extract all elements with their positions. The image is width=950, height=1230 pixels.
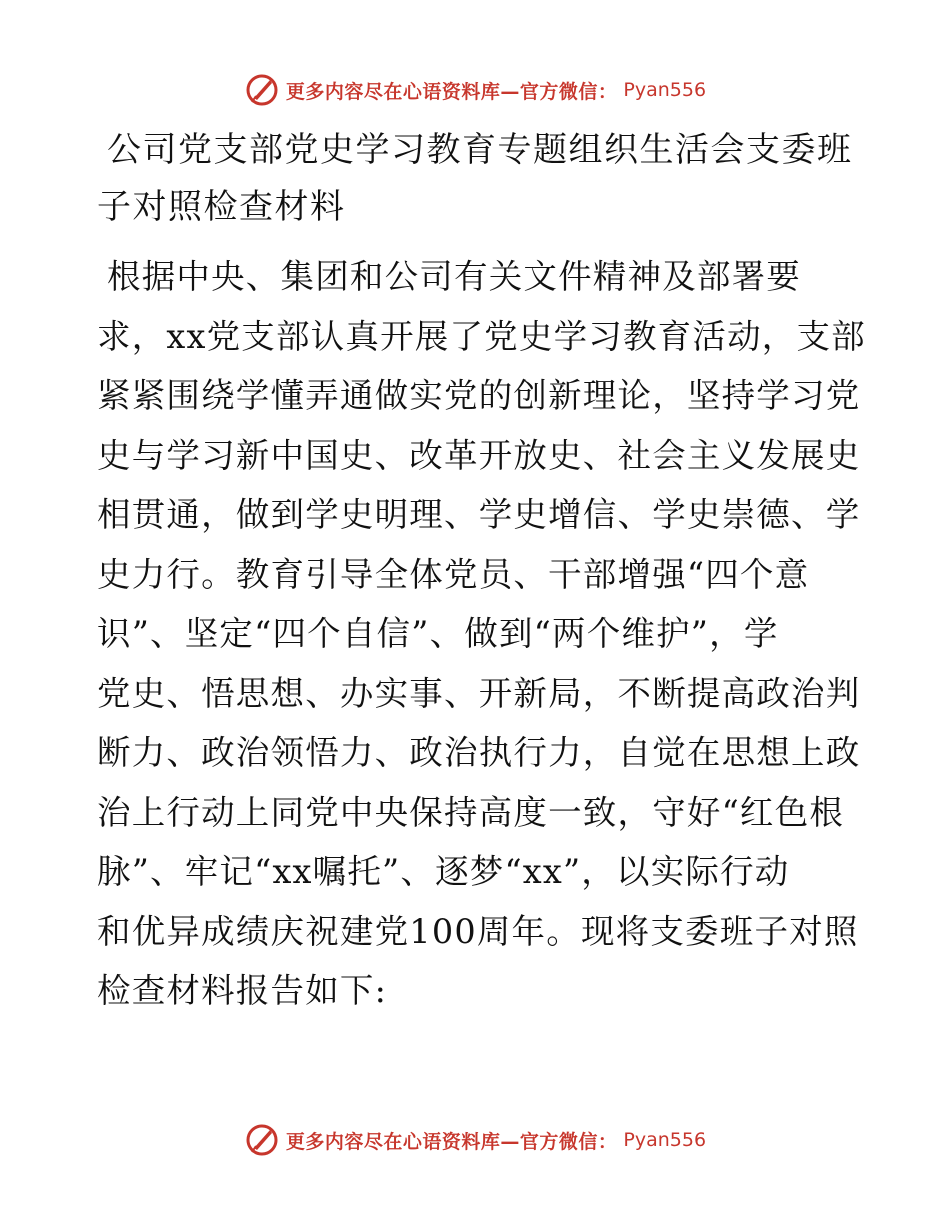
paragraph-line: 检查材料报告如下: (97, 971, 388, 1010)
paragraph-line: 和优异成绩庆祝建党100周年。现将支委班子对照 (97, 911, 859, 951)
quill-pen-logo-icon (244, 1122, 280, 1158)
header-watermark (0, 72, 950, 108)
paragraph-line: 根据中央、集团和公司有关文件精神及部署要 (107, 257, 801, 296)
paragraph-line: 紧紧围绕学懂弄通做实党的创新理论，坚持学习党 (97, 376, 861, 415)
paragraph-line: 脉”、牢记“xx嘱托”、逐梦“xx”，以实际行动 (97, 852, 790, 891)
quill-pen-logo-icon (244, 72, 280, 108)
paragraph-line: 治上行动上同党中央保持高度一致，守好“红色根 (97, 792, 845, 832)
watermark-text: 更多内容尽在心语资料库—官方微信： (285, 1130, 618, 1153)
watermark-handle: Pyan556 (623, 1129, 707, 1151)
paragraph-line: 史与学习新中国史、改革开放史、社会主义发展史 (97, 435, 861, 475)
title-line: 子对照检查材料 (97, 187, 346, 227)
paragraph-line: 断力、政治领悟力、政治执行力，自觉在思想上政 (97, 733, 861, 772)
title-line: 公司党支部党史学习教育专题组织生活会支委班 (107, 130, 853, 170)
paragraph-line: 识”、坚定“四个自信”、做到“两个维护”，学 (97, 614, 779, 653)
document-title (97, 122, 857, 236)
paragraph-line: 党史、悟思想、办实事、开新局，不断提高政治判 (97, 673, 861, 713)
watermark-handle: Pyan556 (623, 79, 707, 101)
footer-watermark (0, 1122, 950, 1158)
body-paragraph (97, 247, 866, 1021)
paragraph-line: 相贯通，做到学史明理、学史增信、学史崇德、学 (97, 495, 861, 534)
watermark-text: 更多内容尽在心语资料库—官方微信： (285, 80, 618, 103)
paragraph-line: 史力行。教育引导全体党员、干部增强“四个意 (97, 554, 810, 594)
paragraph-line: 求，xx党支部认真开展了党史学习教育活动，支部 (97, 316, 866, 356)
